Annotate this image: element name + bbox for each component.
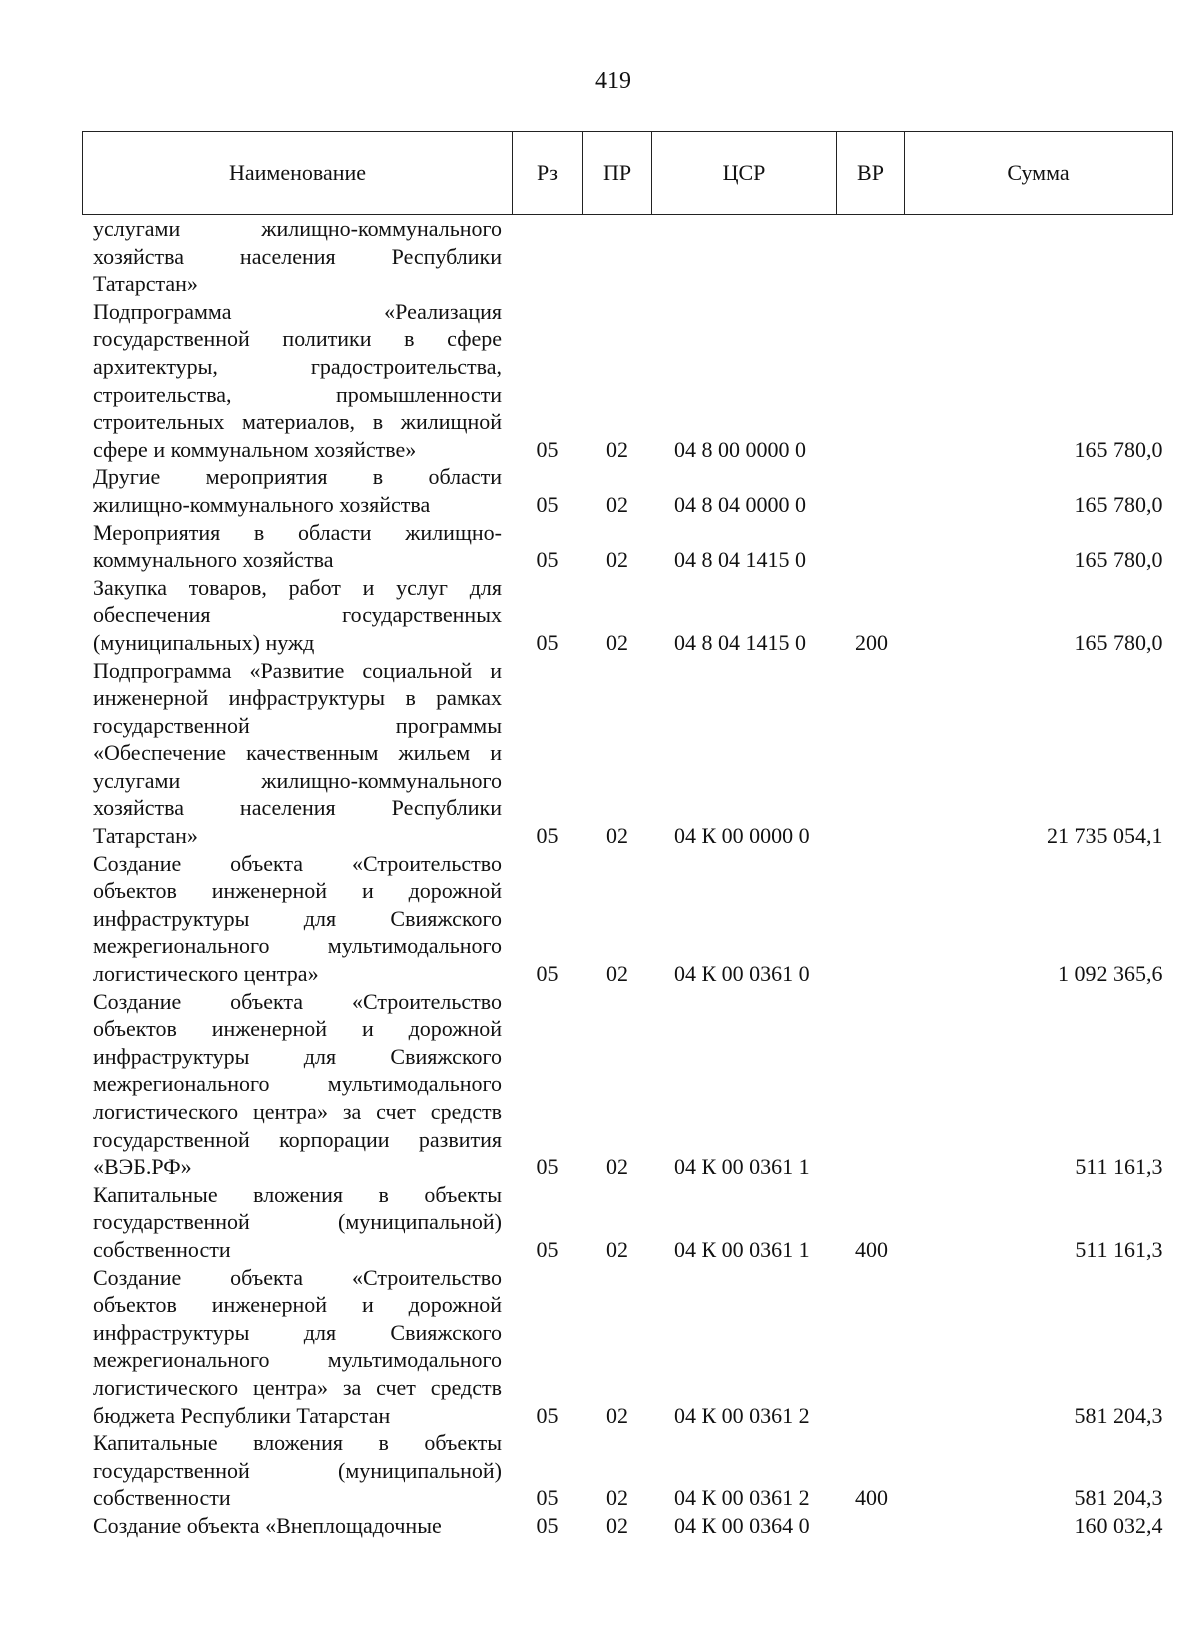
table-row <box>83 463 1173 518</box>
row-pr: 02 <box>606 823 628 849</box>
page-number: 419 <box>595 68 631 94</box>
row-pr <box>583 215 652 298</box>
table-row <box>83 1264 1173 1430</box>
row-rz: 05 <box>536 1512 559 1538</box>
header-csr: ЦСР <box>652 132 837 215</box>
row-name <box>83 574 513 657</box>
row-csr: 04 К 00 0361 1 <box>674 1154 810 1180</box>
table-row <box>83 1429 1173 1512</box>
row-csr: 04 8 04 1415 0 <box>674 629 806 655</box>
name-line: логистического центра» <box>93 961 319 987</box>
row-csr: 04 К 00 0361 0 <box>674 961 810 987</box>
row-csr: 04 К 00 0361 2 <box>674 1485 810 1511</box>
row-sum: 165 780,0 <box>1074 547 1163 573</box>
row-name <box>83 215 513 298</box>
row-csr: 04 К 00 0361 2 <box>674 1402 810 1428</box>
row-name <box>83 1512 513 1540</box>
row-vr <box>837 988 905 1181</box>
name-line: логистического центра» за счет средств <box>93 1374 502 1400</box>
table-body <box>83 215 1173 1540</box>
name-line: межрегионального мультимодального <box>93 1347 502 1373</box>
row-vr <box>837 1512 905 1540</box>
row-rz: 05 <box>536 1236 559 1262</box>
row-csr: 04 8 04 0000 0 <box>674 491 806 517</box>
row-name <box>83 1181 513 1264</box>
name-line: бюджета Республики Татарстан <box>93 1402 391 1428</box>
name-line: инфраструктуры для Свияжского <box>93 905 502 931</box>
header-rz: Рз <box>513 132 583 215</box>
row-sum: 581 204,3 <box>1074 1402 1163 1428</box>
row-pr: 02 <box>606 436 628 462</box>
table-row <box>83 215 1173 298</box>
name-line: Капитальные вложения в объекты <box>93 1181 502 1207</box>
row-csr: 04 К 00 0000 0 <box>674 823 810 849</box>
name-line: хозяйства населения Республики <box>93 795 502 821</box>
row-rz: 05 <box>536 491 559 517</box>
row-name <box>83 988 513 1181</box>
row-csr: 04 К 00 0364 0 <box>674 1512 810 1538</box>
row-sum: 165 780,0 <box>1074 436 1163 462</box>
name-line: Создание объекта «Строительство <box>93 1264 502 1290</box>
table-row <box>83 1512 1173 1540</box>
name-line: логистического центра» за счет средств <box>93 1099 502 1124</box>
name-line: хозяйства населения Республики <box>93 243 502 269</box>
row-sum: 165 780,0 <box>1074 491 1163 517</box>
row-pr: 02 <box>606 629 628 655</box>
name-line: услугами жилищно-коммунального <box>93 216 502 241</box>
name-line: сфере и коммунальном хозяйстве» <box>93 436 417 462</box>
name-line: собственности <box>93 1236 231 1262</box>
name-line: Подпрограмма «Реализация <box>93 298 502 324</box>
row-pr: 02 <box>606 961 628 987</box>
table-row <box>83 988 1173 1181</box>
row-name <box>83 1429 513 1512</box>
row-name <box>83 298 513 464</box>
row-vr: 400 <box>855 1236 888 1262</box>
name-line: инфраструктуры для Свияжского <box>93 1319 502 1345</box>
name-line: «ВЭБ.РФ» <box>93 1154 192 1180</box>
row-csr: 04 8 00 0000 0 <box>674 436 806 462</box>
name-line: объектов инженерной и дорожной <box>93 878 502 904</box>
row-sum: 511 161,3 <box>1075 1154 1163 1180</box>
name-line: объектов инженерной и дорожной <box>93 1016 502 1042</box>
row-sum: 581 204,3 <box>1074 1485 1163 1511</box>
name-line: услугами жилищно-коммунального <box>93 767 502 793</box>
name-line: межрегионального мультимодального <box>93 1071 502 1097</box>
row-pr: 02 <box>606 1154 628 1180</box>
budget-table <box>82 131 1173 1540</box>
row-rz: 05 <box>536 1485 559 1511</box>
header-sum: Сумма <box>905 132 1173 215</box>
row-rz: 05 <box>536 547 559 573</box>
row-pr: 02 <box>606 547 628 573</box>
row-pr: 02 <box>606 1485 628 1511</box>
name-line: Другие мероприятия в области <box>93 464 502 490</box>
name-line: жилищно-коммунального хозяйства <box>93 491 431 517</box>
name-line: архитектуры, градостроительства, <box>93 353 502 379</box>
row-name <box>83 519 513 574</box>
row-pr: 02 <box>606 1236 628 1262</box>
row-rz: 05 <box>536 823 559 849</box>
row-name <box>83 850 513 988</box>
row-vr <box>837 298 905 464</box>
name-line: Капитальные вложения в объекты <box>93 1430 502 1456</box>
name-line: собственности <box>93 1485 231 1511</box>
name-line: коммунального хозяйства <box>93 547 334 573</box>
row-sum: 165 780,0 <box>1074 629 1163 655</box>
row-csr: 04 К 00 0361 1 <box>674 1236 810 1262</box>
row-rz: 05 <box>536 1154 559 1180</box>
row-vr <box>837 215 905 298</box>
name-line: Татарстан» <box>93 271 198 297</box>
row-name <box>83 1264 513 1430</box>
row-pr: 02 <box>606 1512 628 1538</box>
table-row <box>83 298 1173 464</box>
row-sum: 21 735 054,1 <box>1047 823 1163 849</box>
name-line: Создание объекта «Строительство <box>93 988 502 1014</box>
row-rz: 05 <box>536 436 559 462</box>
row-vr <box>837 463 905 518</box>
table-header-row <box>83 132 1173 215</box>
row-pr: 02 <box>606 1402 628 1428</box>
name-line: объектов инженерной и дорожной <box>93 1292 502 1318</box>
row-vr: 200 <box>855 629 888 655</box>
name-line: Татарстан» <box>93 823 198 849</box>
name-line: инженерной инфраструктуры в рамках <box>93 685 502 711</box>
name-line: Создание объекта «Строительство <box>93 850 502 876</box>
row-pr: 02 <box>606 491 628 517</box>
name-line: обеспечения государственных <box>93 602 502 628</box>
row-vr <box>837 1264 905 1430</box>
table-row <box>83 574 1173 657</box>
name-line: «Обеспечение качественным жильем и <box>93 740 502 766</box>
row-rz: 05 <box>536 1402 559 1428</box>
row-rz: 05 <box>536 629 559 655</box>
row-csr <box>652 215 837 298</box>
name-line: межрегионального мультимодального <box>93 933 502 959</box>
header-pr: ПР <box>583 132 652 215</box>
table-row <box>83 657 1173 850</box>
name-line: государственной корпорации развития <box>93 1126 502 1152</box>
table-row <box>83 850 1173 988</box>
name-line: Подпрограмма «Развитие социальной и <box>93 657 502 683</box>
name-line: Закупка товаров, работ и услуг для <box>93 574 502 600</box>
name-line: государственной программы <box>93 712 502 738</box>
name-line: инфраструктуры для Свияжского <box>93 1043 502 1069</box>
row-sum: 160 032,4 <box>1074 1512 1163 1538</box>
row-vr <box>837 850 905 988</box>
row-vr <box>837 519 905 574</box>
name-line: (муниципальных) нужд <box>93 629 315 655</box>
row-sum <box>905 215 1173 298</box>
header-name: Наименование <box>83 132 513 215</box>
name-line: государственной (муниципальной) <box>93 1209 502 1235</box>
row-vr <box>837 657 905 850</box>
row-sum: 511 161,3 <box>1075 1236 1163 1262</box>
table-row <box>83 519 1173 574</box>
row-csr: 04 8 04 1415 0 <box>674 547 806 573</box>
name-line: государственной политики в сфере <box>93 326 502 352</box>
row-name <box>83 657 513 850</box>
row-sum: 1 092 365,6 <box>1058 961 1163 987</box>
row-rz: 05 <box>536 961 559 987</box>
name-line: строительных материалов, в жилищной <box>93 409 502 435</box>
row-rz <box>513 215 583 298</box>
row-name <box>83 463 513 518</box>
name-line: Создание объекта «Внеплощадочные <box>93 1512 442 1538</box>
table-row <box>83 1181 1173 1264</box>
row-vr: 400 <box>855 1485 888 1511</box>
name-line: строительства, промышленности <box>93 381 502 407</box>
name-line: Мероприятия в области жилищно- <box>93 519 502 545</box>
name-line: государственной (муниципальной) <box>93 1457 502 1483</box>
header-vr: ВР <box>837 132 905 215</box>
